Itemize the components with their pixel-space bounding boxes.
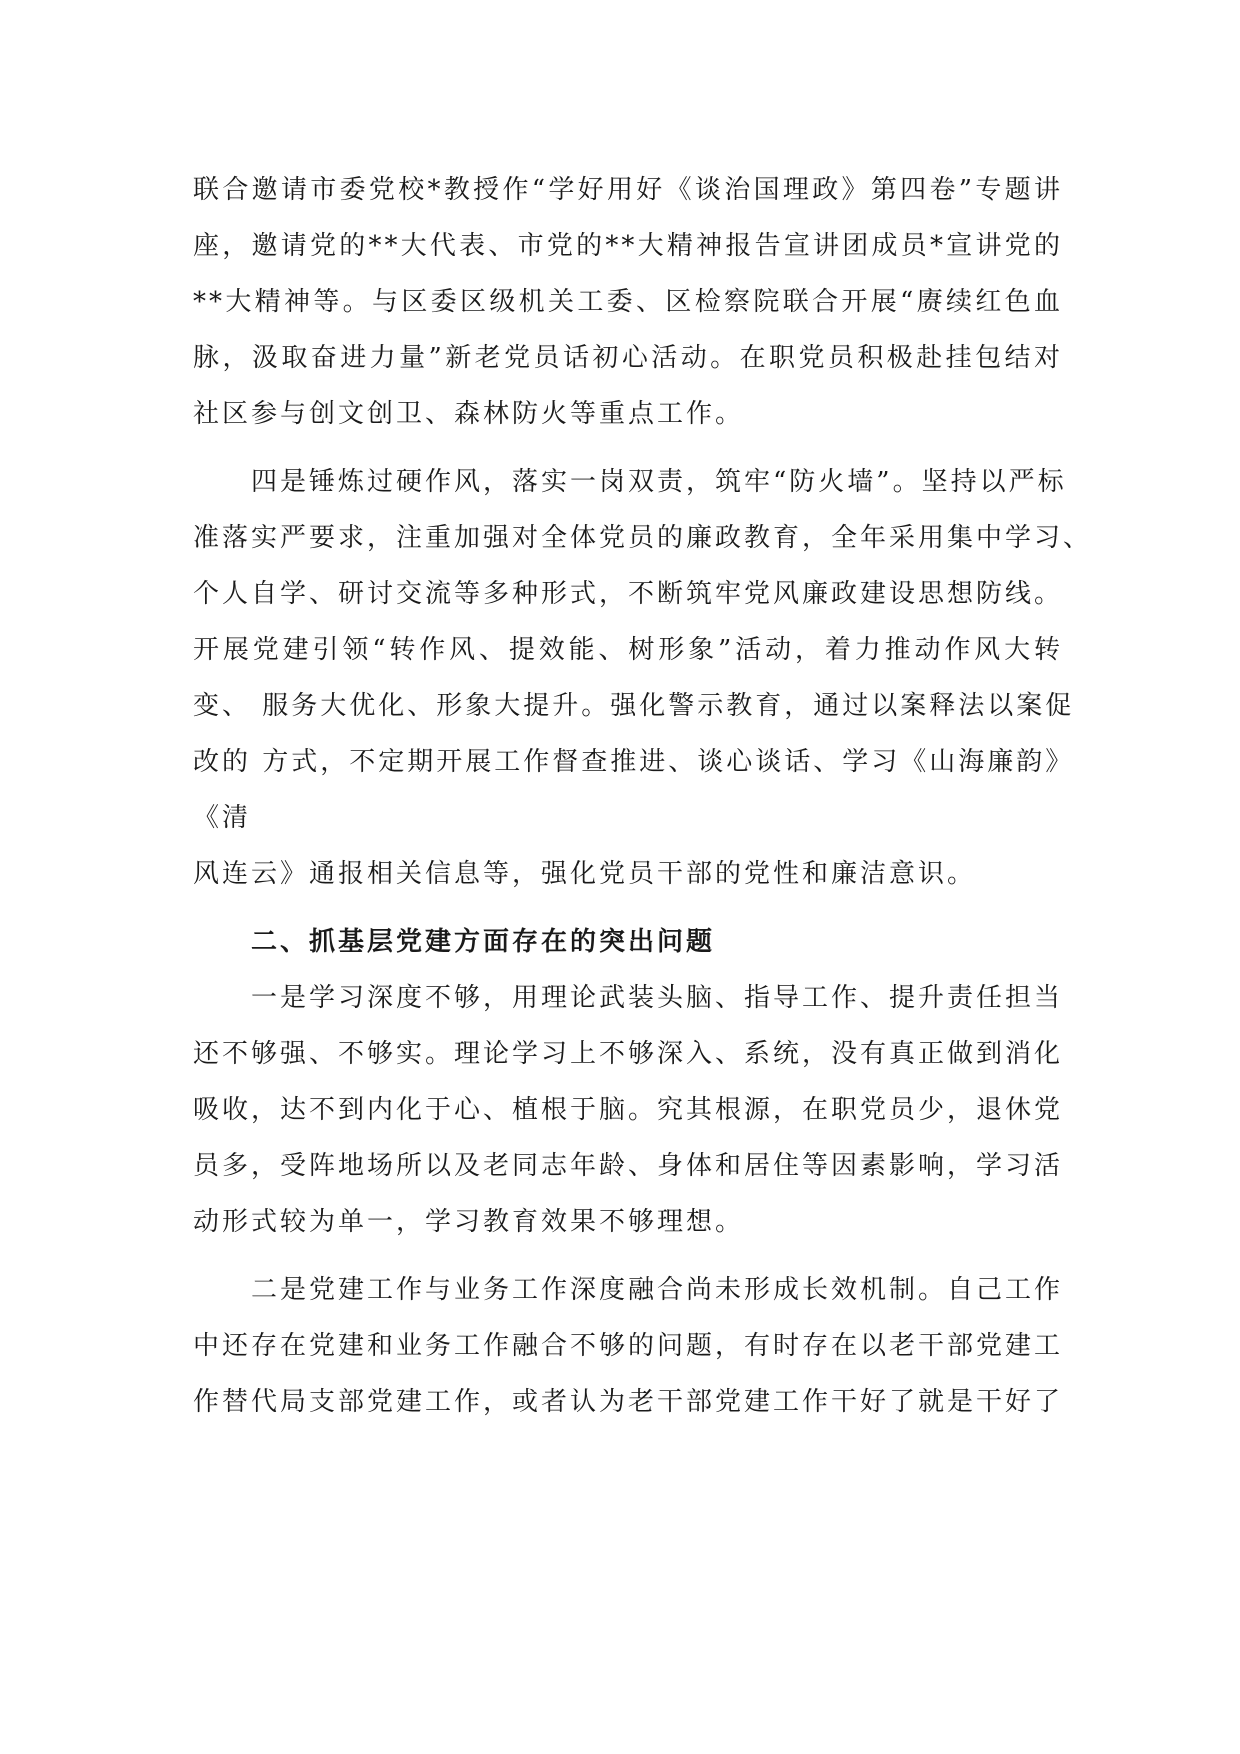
paragraph-integration [193,1262,1063,1430]
text-line: 风连云》通报相关信息等，强化党员干部的党性和廉洁意识。 [193,859,977,889]
text-line: 联合邀请市委党校*教授作“学好用好《谈治国理政》第四卷”专题讲 [193,175,1063,205]
text-line: 准落实严要求，注重加强对全体党员的廉政教育，全年采用集中学习、 [193,523,1093,553]
text-line: 吸收，达不到内化于心、植根于脑。究其根源，在职党员少，退休党 [193,1095,1064,1125]
text-line: 个人自学、研讨交流等多种形式，不断筑牢党风廉政建设思想防线。 [193,579,1064,609]
paragraph-gap [193,442,1063,454]
text-line: 脉，汲取奋进力量”新老党员话初心活动。在职党员积极赴挂包结对 [193,343,1063,373]
text-line: 开展党建引领“转作风、提效能、树形象”活动，着力推动作风大转 [193,635,1063,665]
paragraph-gap [193,902,1063,914]
text-line: 二是党建工作与业务工作深度融合尚未形成长效机制。自己工作 [251,1275,1064,1305]
text-line: 一是学习深度不够，用理论武装头脑、指导工作、提升责任担当 [251,983,1064,1013]
paragraph-party-study-activities [193,162,1063,442]
text-line: 中还存在党建和业务工作融合不够的问题，有时存在以老干部党建工 [193,1331,1064,1361]
text-line: 社区参与创文创卫、森林防火等重点工作。 [193,399,745,429]
text-line: 作替代局支部党建工作，或者认为老干部党建工作干好了就是干好了 [193,1387,1064,1417]
document-body [193,162,1093,1430]
text-line: 四是锤炼过硬作风，落实一岗双责，筑牢“防火墙”。坚持以严标 [251,467,1067,497]
text-line: 变、 服务大优化、形象大提升。强化警示教育，通过以案释法以案促 [193,691,1075,721]
paragraph-work-style [193,454,1093,902]
paragraph-gap [193,1250,1063,1262]
paragraph-study-depth [193,970,1063,1250]
text-line: 还不够强、不够实。理论学习上不够深入、系统，没有真正做到消化 [193,1039,1064,1069]
text-line: 员多，受阵地场所以及老同志年龄、身体和居住等因素影响，学习活 [193,1151,1064,1181]
text-line: **大精神等。与区委区级机关工委、区检察院联合开展“赓续红色血 [193,287,1063,317]
text-line: 《清 [193,803,252,833]
text-line: 改的 方式，不定期开展工作督查推进、谈心谈话、学习《山海廉韵》 [193,747,1075,777]
text-line: 座，邀请党的**大代表、市党的**大精神报告宣讲团成员*宣讲党的 [193,231,1063,261]
text-line: 动形式较为单一，学习教育效果不够理想。 [193,1207,745,1237]
section-heading: 二、抓基层党建方面存在的突出问题 [251,927,716,957]
